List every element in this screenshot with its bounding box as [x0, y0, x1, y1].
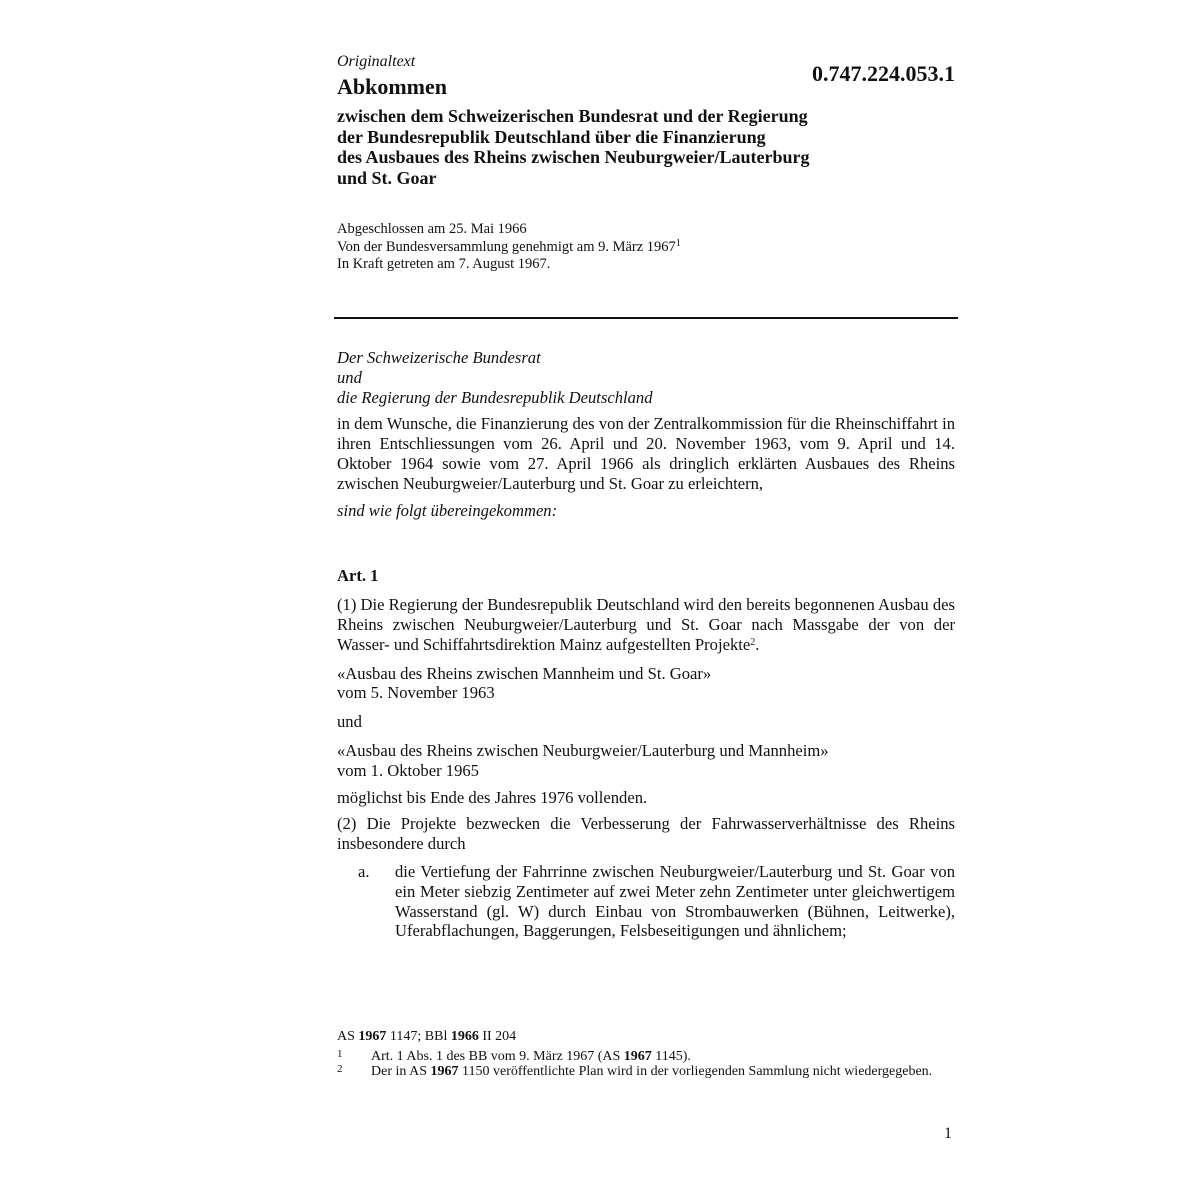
concluded-date: Abgeschlossen am 25. Mai 1966	[337, 221, 527, 237]
footnote-year: 1967	[430, 1064, 459, 1079]
preamble-party-2: die Regierung der Bundesrepublik Deutschland	[337, 387, 653, 407]
footnote-ref[interactable]: 2	[750, 636, 756, 648]
project-2-title: «Ausbau des Rheins zwischen Neuburgweier/Lauterburg und Mannheim»	[337, 740, 829, 760]
document-meta	[337, 221, 681, 274]
list-item	[337, 862, 955, 941]
footnote-text: 1150 veröffentlichte Plan wird in der vorliegenden Sammlung nicht wiedergegeben.	[458, 1064, 933, 1079]
footnote-text: 1967 (AS	[566, 1048, 624, 1064]
subtitle-line: und St. Goar	[337, 167, 437, 188]
article-1-heading: Art. 1	[337, 566, 379, 586]
footnote-ref[interactable]: 1	[675, 237, 681, 249]
project-1-title: «Ausbau des Rheins zwischen Mannheim und St. Goar»	[337, 663, 712, 683]
approval-text: Von der Bundesversammlung genehmigt am 9. März 1967	[337, 238, 676, 255]
subtitle-line: des Ausbaues des Rheins zwischen Neuburgweier/Lauterburg	[337, 147, 810, 167]
header-divider	[334, 317, 958, 319]
footnote-year: 1967	[623, 1048, 652, 1064]
footnote-1	[337, 1049, 955, 1065]
source-year: 1966	[450, 1029, 479, 1044]
project-1-date: vom 5. November 1963	[337, 683, 495, 703]
paragraph-end: .	[755, 634, 760, 654]
footnotes	[337, 1029, 955, 1080]
footnote-text: Der in AS	[371, 1064, 431, 1079]
list-marker: a.	[358, 861, 370, 881]
footnote-number: 2	[337, 1063, 343, 1075]
document-page	[337, 0, 957, 1200]
preamble-closing: sind wie folgt übereingekommen:	[337, 500, 558, 520]
source-year: 1967	[358, 1029, 387, 1044]
page-number: 1	[944, 1125, 952, 1142]
document-subtitle	[337, 106, 897, 188]
article-1-paragraph-2: (2) Die Projekte bezwecken die Verbesserung der Fahrwasserverhältnisse des Rheins insbesondere durch	[337, 814, 955, 854]
source-mid: 1147; BBl	[386, 1029, 451, 1044]
footnote-text: 1145).	[651, 1048, 691, 1064]
preamble-party-1: Der Schweizerische Bundesrat	[337, 348, 541, 367]
document-body	[337, 348, 955, 941]
document-number: 0.747.224.053.1	[812, 61, 955, 86]
footnote-number: 1	[337, 1047, 343, 1060]
subtitle-line: zwischen dem Schweizerischen Bundesrat und der Regierung	[337, 106, 808, 126]
preamble-text: in dem Wunsche, die Finanzierung des von der Zentralkommission für die Rheinschiffahrt in ihren Entschliessungen vom 26. April und 20. November 1963, vom 9. April und 14. Oktober 1964 sowie vom 27. April 1966 als dringlich erklärten Ausbaues des Rheins zwischen Neuburgweier/Lauterburg und St. Goar zu erleichtern,	[337, 414, 955, 493]
project-2-date: vom 1. Oktober 1965	[337, 760, 479, 780]
source-reference	[337, 1029, 955, 1045]
in-force-date: In Kraft getreten am 7. August 1967.	[337, 256, 551, 272]
article-1-paragraph-1	[337, 595, 955, 654]
list-item-text: die Vertiefung der Fahrrinne zwischen Neuburgweier/Lauterburg und St. Goar von ein Meter siebzig Zentimeter auf zwei Meter zehn Zentimeter unter gleichwertigem Wasserstand (gl. W) durch Einbau von Strombauwerken (Bühnen, Leitwerke), Uferabflachungen, Baggerungen, Felsbeseitigungen und ähnlichem;	[395, 861, 955, 941]
approval-date	[337, 239, 681, 257]
source-end: II 204	[478, 1029, 517, 1044]
footnote-2	[337, 1064, 955, 1080]
preamble-connector: und	[337, 367, 362, 387]
projects-connector: und	[337, 712, 362, 732]
paragraph-text: (1) Die Regierung der Bundesrepublik Deutschland wird den bereits begonnenen Ausbau des Rheins zwischen Neuburgweier/Lauterburg und St. Goar nach Massgabe der von der Wasser- und Schiffahrtsdirektion Mainz aufgestellten Projekte	[337, 595, 955, 654]
footnote-text: Art. 1 Abs. 1 des BB vom 9. März	[371, 1048, 567, 1064]
document-title: Abkommen	[337, 74, 448, 99]
original-text-label: Originaltext	[337, 53, 416, 70]
subtitle-line: der Bundesrepublik Deutschland über die Finanzierung	[337, 126, 766, 147]
source-prefix: AS	[337, 1029, 359, 1044]
completion-text: möglichst bis Ende des Jahres 1976 vollenden.	[337, 787, 648, 807]
